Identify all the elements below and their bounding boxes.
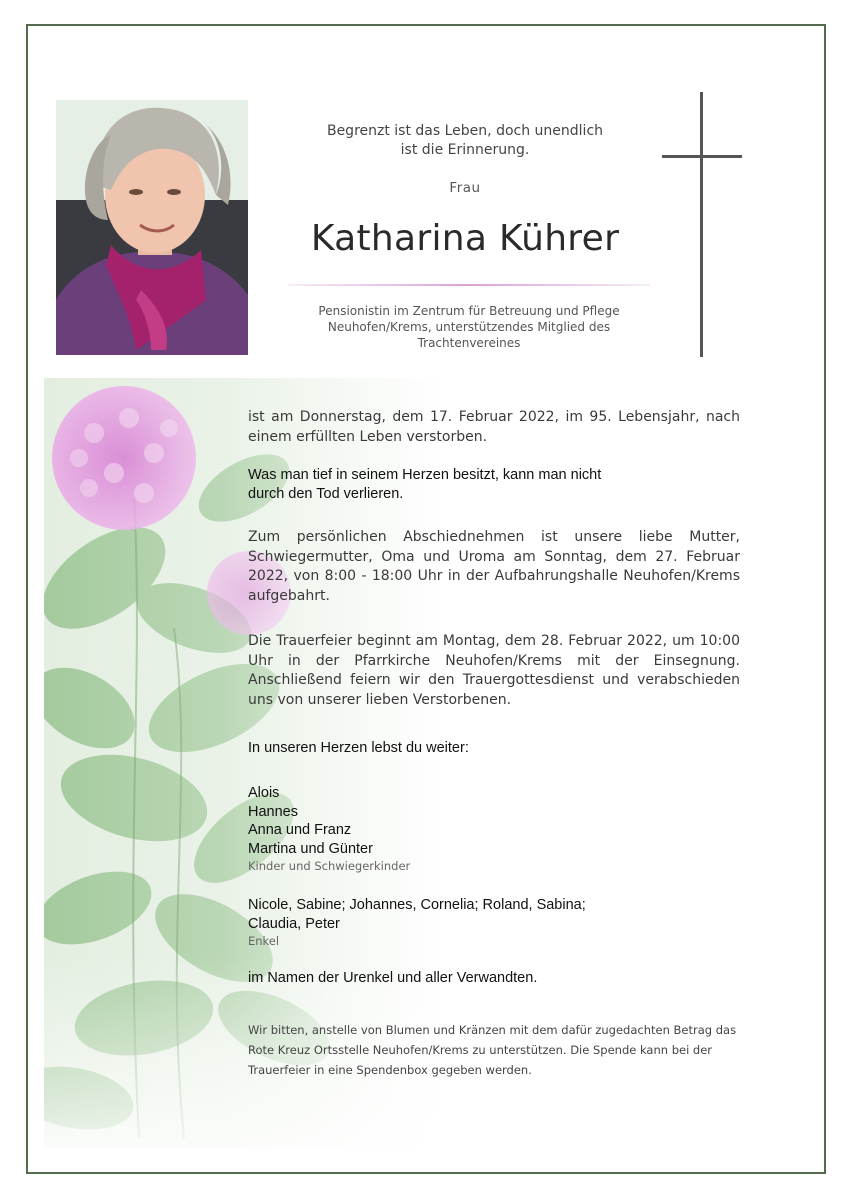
viewing-details: Zum persönlichen Abschiednehmen ist unsere liebe Mutter, Schwiegermutter, Oma und Uroma am Sonntag, dem 27. Februar 2022, von 8:00 - 18:00 Uhr in der Aufbahrungshalle Neuhofen/Krems aufgebahrt. (248, 529, 740, 604)
memorial-quote (248, 466, 601, 504)
death-announcement: ist am Donnerstag, dem 17. Februar 2022, im 95. Lebensjahr, nach einem erfüllten Leben verstorben. (248, 409, 740, 445)
survivors-heading: In unseren Herzen lebst du weiter: (248, 740, 469, 756)
list-item: Alois (248, 785, 280, 801)
closing-line: im Namen der Urenkel und aller Verwandten. (248, 970, 538, 986)
grandchildren-names: Nicole, Sabine; Johannes, Cornelia; Roland, Sabina; Claudia, Peter (248, 897, 586, 932)
list-item: Martina und Günter (248, 840, 373, 857)
children-label: Kinder und Schwiegerkinder (248, 859, 411, 873)
memorial-motto (290, 122, 640, 160)
donation-line: Trauerfeier in eine Spendenbox gegeben werden. (248, 1063, 532, 1077)
motto-line: Begrenzt ist das Leben, doch unendlich (326, 123, 604, 139)
description-line: Trachtenvereines (417, 336, 521, 350)
grandchildren-label: Enkel (248, 934, 280, 948)
donation-request (248, 1020, 736, 1080)
donation-line: Rote Kreuz Ortsstelle Neuhofen/Krems zu unterstützen. Die Spende kann bei der (248, 1043, 713, 1057)
name-divider (288, 283, 650, 287)
deceased-name: Katharina Kührer (310, 218, 620, 259)
list-item: Hannes (248, 803, 298, 820)
deceased-description (288, 303, 650, 351)
salutation: Frau (449, 180, 481, 196)
grandchildren-list (248, 896, 628, 949)
description-line: Neuhofen/Krems, unterstützendes Mitglied des (327, 320, 611, 334)
portrait-photo (56, 100, 248, 355)
donation-line: Wir bitten, anstelle von Blumen und Kränzen mit dem dafür zugedachten Betrag das (248, 1023, 737, 1037)
list-item: Anna und Franz (248, 822, 352, 838)
children-list (248, 784, 410, 874)
funeral-details: Die Trauerfeier beginnt am Montag, dem 28. Februar 2022, um 10:00 Uhr in der Pfarrkirche Neuhofen/Krems mit der Einsegnung. Anschließend feiern wir den Trauergottesdienst und verabschieden uns von unserer lieben Verstorbenen. (248, 633, 740, 708)
quote-line: Was man tief in seinem Herzen besitzt, kann man nicht (248, 467, 602, 483)
motto-line: ist die Erinnerung. (400, 142, 530, 158)
description-line: Pensionistin im Zentrum für Betreuung und Pflege (318, 304, 620, 318)
quote-line: durch den Tod verlieren. (248, 486, 404, 502)
cross-icon (660, 92, 744, 357)
